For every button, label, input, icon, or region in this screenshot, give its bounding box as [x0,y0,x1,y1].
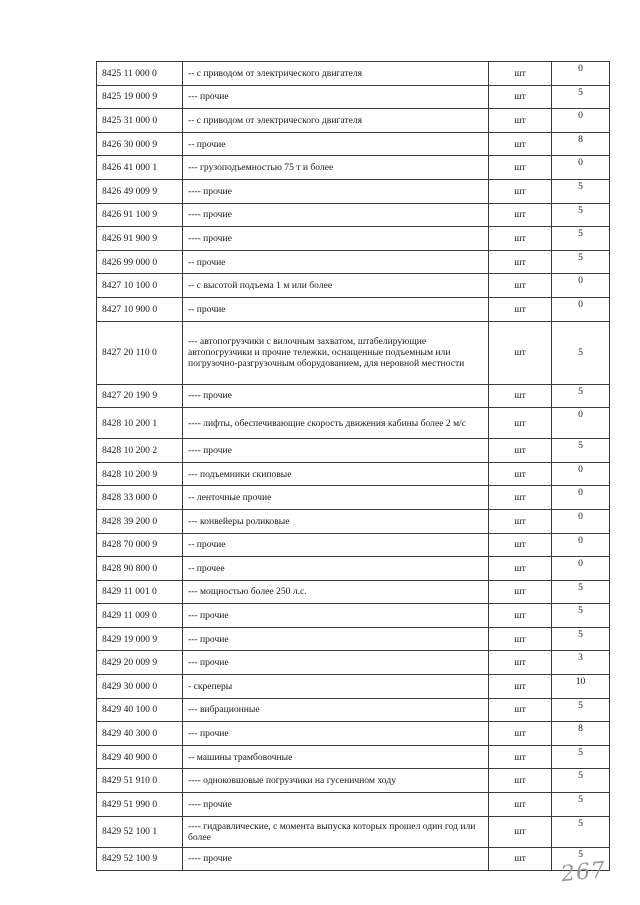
description-cell: --- вибрационные [183,698,489,722]
hs-code-cell: 8428 39 200 0 [97,509,183,533]
description-cell: --- прочие [183,85,489,109]
description-cell: - скреперы [183,675,489,699]
table-row [97,250,610,274]
table-row [97,62,610,86]
table-row [97,297,610,321]
hs-code-cell: 8428 70 000 9 [97,533,183,557]
unit-cell: шт [489,722,552,746]
unit-cell: шт [489,321,552,384]
unit-cell: шт [489,439,552,463]
table-row [97,203,610,227]
hs-code-cell: 8429 40 900 0 [97,745,183,769]
unit-cell: шт [489,847,552,871]
unit-cell: шт [489,698,552,722]
table-row [97,651,610,675]
hs-code-cell: 8426 30 000 9 [97,132,183,156]
unit-cell: шт [489,509,552,533]
table-row [97,769,610,793]
hs-code-cell: 8427 20 110 0 [97,321,183,384]
unit-cell: шт [489,769,552,793]
unit-cell: шт [489,85,552,109]
duty-rate-cell: 5 [552,769,610,793]
duty-rate-cell: 0 [552,297,610,321]
hs-code-cell: 8428 10 200 2 [97,439,183,463]
unit-cell: шт [489,462,552,486]
description-cell: -- прочее [183,557,489,581]
description-cell: -- прочие [183,533,489,557]
table-row [97,533,610,557]
duty-rate-cell: 0 [552,62,610,86]
unit-cell: шт [489,486,552,510]
duty-rate-cell: 5 [552,793,610,817]
unit-cell: шт [489,297,552,321]
unit-cell: шт [489,274,552,298]
unit-cell: шт [489,627,552,651]
unit-cell: шт [489,62,552,86]
unit-cell: шт [489,745,552,769]
description-cell: ---- прочие [183,384,489,408]
unit-cell: шт [489,179,552,203]
hs-code-cell: 8429 40 300 0 [97,722,183,746]
unit-cell: шт [489,793,552,817]
unit-cell: шт [489,203,552,227]
table-row [97,698,610,722]
description-cell: --- автопогрузчики с вилочным захватом, штабелирующие автопогрузчики и прочие тележки, оснащенные подъемным или погрузочно-разгрузочным оборудованием, для неровной местности [183,321,489,384]
hs-code-cell: 8427 10 900 0 [97,297,183,321]
table-row [97,675,610,699]
duty-rate-cell: 5 [552,627,610,651]
duty-rate-cell: 5 [552,250,610,274]
duty-rate-cell: 10 [552,675,610,699]
hs-code-cell: 8425 11 000 0 [97,62,183,86]
unit-cell: шт [489,557,552,581]
description-cell: ---- одноковшовые погрузчики на гусеничном ходу [183,769,489,793]
table-row [97,509,610,533]
table-row [97,227,610,251]
unit-cell: шт [489,604,552,628]
description-cell: ---- прочие [183,847,489,871]
table-row [97,557,610,581]
hs-code-cell: 8426 99 000 0 [97,250,183,274]
hs-code-cell: 8427 10 100 0 [97,274,183,298]
description-cell: --- мощностью более 250 л.с. [183,580,489,604]
duty-rate-cell: 0 [552,462,610,486]
duty-rate-cell: 0 [552,486,610,510]
unit-cell: шт [489,580,552,604]
table-row [97,85,610,109]
table-row [97,439,610,463]
description-cell: -- с высотой подъема 1 м или более [183,274,489,298]
description-cell: --- грузоподъемностью 75 т и более [183,156,489,180]
table-row [97,486,610,510]
description-cell: --- прочие [183,722,489,746]
description-cell: ---- гидравлические, с момента выпуска которых прошел один год или более [183,816,489,847]
table-row [97,604,610,628]
duty-rate-cell: 5 [552,321,610,384]
duty-rate-cell: 0 [552,408,610,439]
description-cell: -- прочие [183,132,489,156]
duty-rate-cell: 8 [552,132,610,156]
hs-code-cell: 8425 31 000 0 [97,109,183,133]
hs-code-cell: 8428 90 800 0 [97,557,183,581]
duty-rate-cell: 5 [552,580,610,604]
table-row [97,580,610,604]
duty-rate-cell: 5 [552,439,610,463]
unit-cell: шт [489,109,552,133]
description-cell: --- подъемники скиповые [183,462,489,486]
hs-code-cell: 8429 11 009 0 [97,604,183,628]
unit-cell: шт [489,651,552,675]
duty-rate-cell: 5 [552,847,610,871]
tariff-table-body [97,62,610,871]
description-cell: ---- прочие [183,179,489,203]
table-row [97,408,610,439]
unit-cell: шт [489,533,552,557]
table-row [97,627,610,651]
description-cell: -- прочие [183,250,489,274]
table-row [97,321,610,384]
description-cell: ---- лифты, обеспечивающие скорость движения кабины более 2 м/с [183,408,489,439]
unit-cell: шт [489,408,552,439]
hs-code-cell: 8429 51 990 0 [97,793,183,817]
description-cell: --- прочие [183,604,489,628]
description-cell: -- с приводом от электрического двигателя [183,109,489,133]
duty-rate-cell: 5 [552,227,610,251]
table-row [97,722,610,746]
handwritten-page-number: 267 [559,857,608,888]
hs-code-cell: 8429 19 000 9 [97,627,183,651]
table-row [97,179,610,203]
table-row [97,793,610,817]
hs-code-cell: 8426 41 000 1 [97,156,183,180]
duty-rate-cell: 5 [552,604,610,628]
hs-code-cell: 8429 30 000 0 [97,675,183,699]
table-row [97,156,610,180]
unit-cell: шт [489,227,552,251]
description-cell: ---- прочие [183,793,489,817]
duty-rate-cell: 5 [552,203,610,227]
hs-code-cell: 8428 33 000 0 [97,486,183,510]
duty-rate-cell: 0 [552,557,610,581]
hs-code-cell: 8427 20 190 9 [97,384,183,408]
duty-rate-cell: 0 [552,109,610,133]
duty-rate-cell: 3 [552,651,610,675]
table-row [97,745,610,769]
table-row [97,132,610,156]
description-cell: ---- прочие [183,439,489,463]
table-row [97,847,610,871]
unit-cell: шт [489,384,552,408]
duty-rate-cell: 0 [552,274,610,298]
table-row [97,109,610,133]
description-cell: --- конвейеры роликовые [183,509,489,533]
description-cell: --- прочие [183,651,489,675]
duty-rate-cell: 5 [552,745,610,769]
duty-rate-cell: 5 [552,698,610,722]
unit-cell: шт [489,132,552,156]
hs-code-cell: 8429 52 100 9 [97,847,183,871]
hs-code-cell: 8426 91 900 9 [97,227,183,251]
hs-code-cell: 8426 91 100 9 [97,203,183,227]
unit-cell: шт [489,675,552,699]
tariff-table [96,61,610,871]
unit-cell: шт [489,816,552,847]
hs-code-cell: 8428 10 200 9 [97,462,183,486]
hs-code-cell: 8425 19 000 9 [97,85,183,109]
hs-code-cell: 8429 51 910 0 [97,769,183,793]
unit-cell: шт [489,156,552,180]
hs-code-cell: 8429 40 100 0 [97,698,183,722]
hs-code-cell: 8429 52 100 1 [97,816,183,847]
duty-rate-cell: 5 [552,179,610,203]
table-row [97,462,610,486]
table-row [97,384,610,408]
hs-code-cell: 8429 20 009 9 [97,651,183,675]
hs-code-cell: 8429 11 001 0 [97,580,183,604]
description-cell: --- прочие [183,627,489,651]
table-row [97,274,610,298]
description-cell: ---- прочие [183,203,489,227]
duty-rate-cell: 0 [552,509,610,533]
duty-rate-cell: 5 [552,816,610,847]
duty-rate-cell: 8 [552,722,610,746]
table-row [97,816,610,847]
duty-rate-cell: 0 [552,533,610,557]
description-cell: ---- прочие [183,227,489,251]
hs-code-cell: 8426 49 009 9 [97,179,183,203]
description-cell: -- прочие [183,297,489,321]
description-cell: -- с приводом от электрического двигателя [183,62,489,86]
unit-cell: шт [489,250,552,274]
description-cell: -- ленточные прочие [183,486,489,510]
duty-rate-cell: 5 [552,384,610,408]
description-cell: -- машины трамбовочные [183,745,489,769]
duty-rate-cell: 0 [552,156,610,180]
duty-rate-cell: 5 [552,85,610,109]
hs-code-cell: 8428 10 200 1 [97,408,183,439]
